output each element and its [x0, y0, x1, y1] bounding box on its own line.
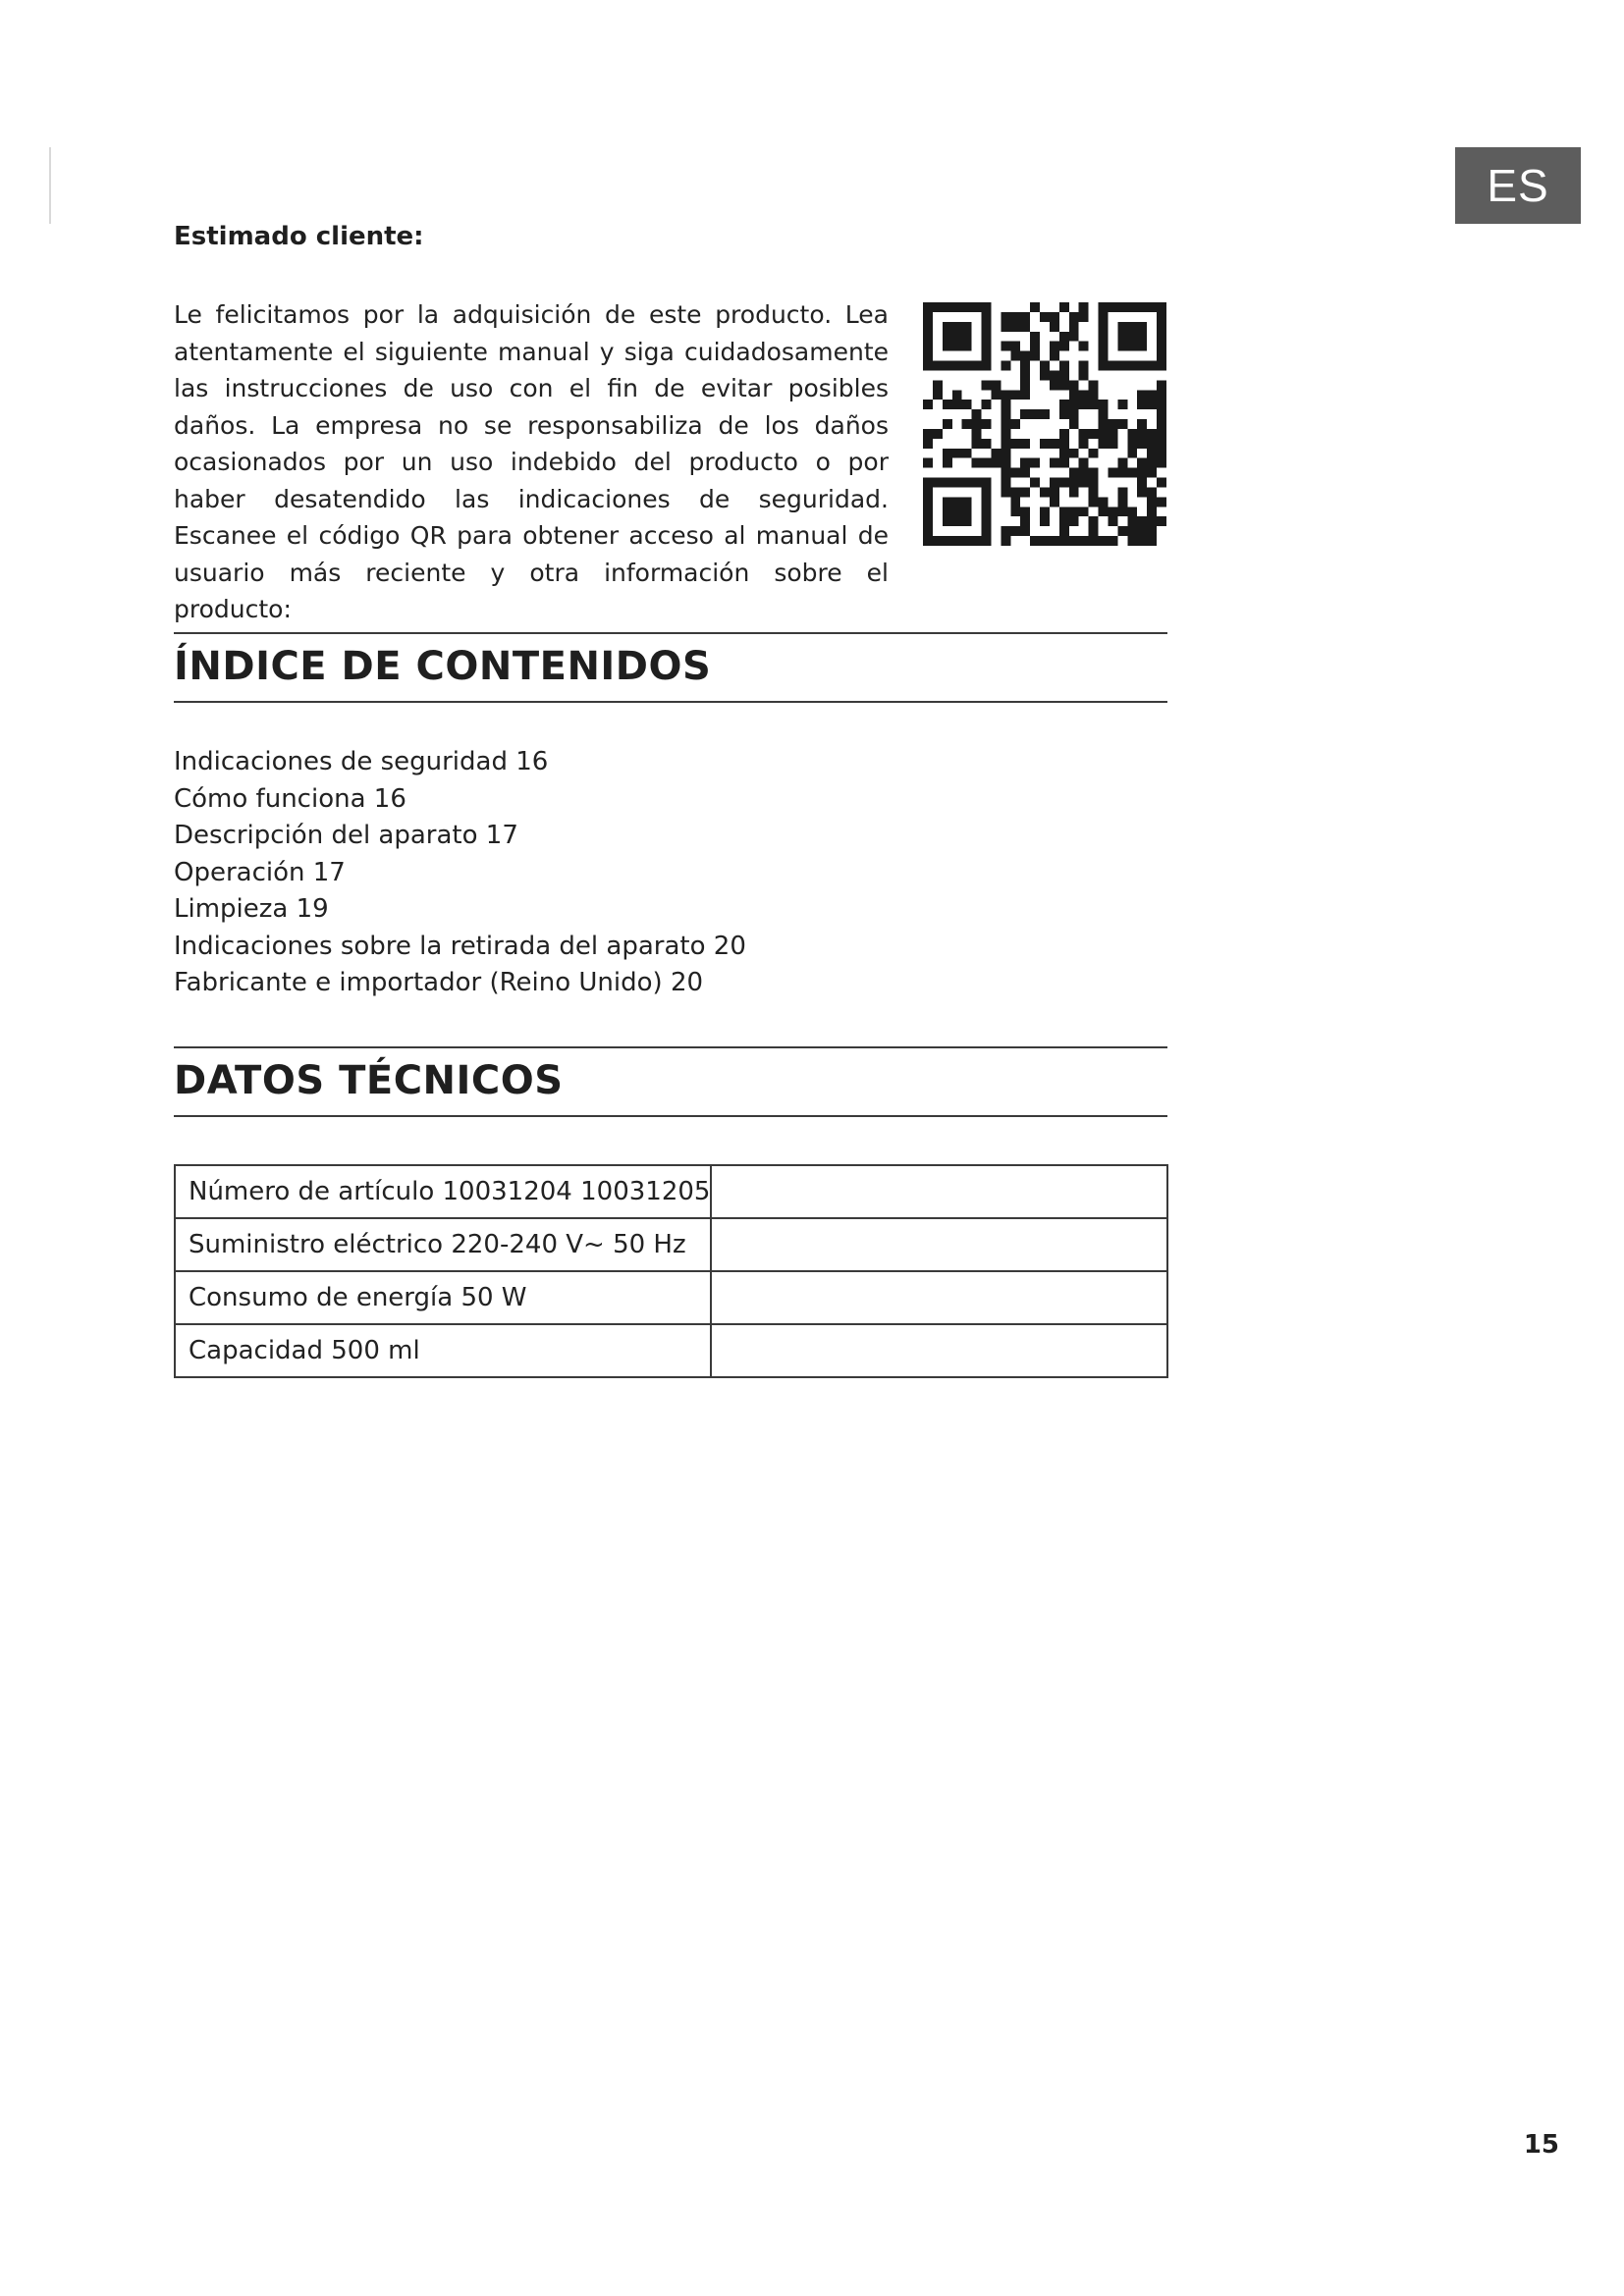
- qr-code: [923, 302, 1166, 546]
- toc-heading: [174, 632, 1167, 703]
- table-of-contents: [174, 744, 746, 1002]
- spec-label: Consumo de energía 50 W: [175, 1271, 711, 1324]
- spec-label: Suministro eléctrico 220-240 V~ 50 Hz: [175, 1218, 711, 1271]
- toc-item: Cómo funciona 16: [174, 783, 406, 814]
- spec-value: [711, 1165, 1167, 1218]
- table-row: [175, 1218, 1167, 1271]
- language-tab: ES: [1455, 147, 1581, 224]
- intro-paragraph: Le felicitamos por la adquisición de este producto. Lea atentamente el siguiente manual y siga cuidadosamente las instrucciones de uso con el fin de evitar posibles daños. La empresa no se responsabiliza de los daños ocasionados por un uso indebido del producto o por haber desatendido las indicaciones de seguridad. Escanee el código QR para obtener acceso al manual de usuario más reciente y otra información sobre el producto:: [174, 300, 889, 623]
- toc-item: Descripción del aparato 17: [174, 821, 518, 850]
- table-row: [175, 1165, 1167, 1218]
- toc-item: Operación 17: [174, 857, 346, 887]
- specs-table: [174, 1164, 1168, 1378]
- spec-label: Capacidad 500 ml: [175, 1324, 711, 1377]
- spec-label: Número de artículo 10031204 10031205: [175, 1165, 711, 1218]
- toc-title: ÍNDICE DE CONTENIDOS: [174, 644, 712, 689]
- specs-title: DATOS TÉCNICOS: [174, 1058, 564, 1103]
- specs-heading: [174, 1046, 1167, 1117]
- table-row: [175, 1271, 1167, 1324]
- table-row: [175, 1324, 1167, 1377]
- toc-item: Fabricante e importador (Reino Unido) 20: [174, 968, 704, 997]
- spec-value: [711, 1324, 1167, 1377]
- greeting: Estimado cliente:: [174, 222, 424, 251]
- margin-marker: [49, 147, 51, 224]
- toc-item: Indicaciones de seguridad 16: [174, 747, 549, 776]
- spec-value: [711, 1271, 1167, 1324]
- toc-item: Indicaciones sobre la retirada del aparato 20: [174, 931, 746, 961]
- spec-value: [711, 1218, 1167, 1271]
- toc-item: Limpieza 19: [174, 894, 329, 924]
- page-number: 15: [1523, 2130, 1559, 2160]
